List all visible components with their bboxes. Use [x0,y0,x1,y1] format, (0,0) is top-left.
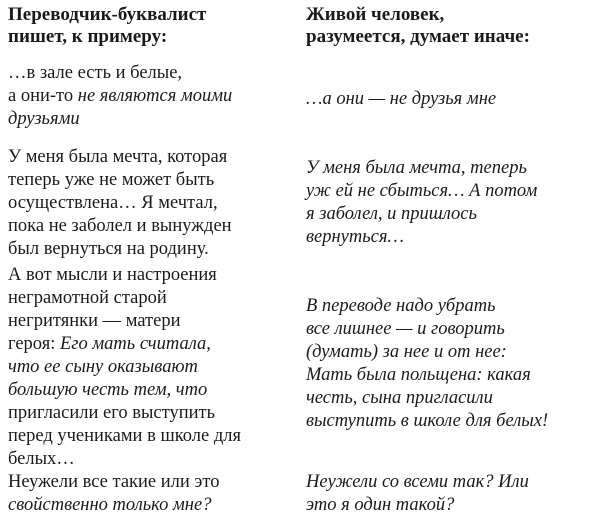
text-line: уж ей не сбыться… А потом [306,181,538,201]
text-line: У меня была мечта, которая [8,147,228,167]
text-line: негритянки — матери [8,311,181,331]
text-line: а они-то [8,86,78,106]
text-line: большую честь тем, что [8,380,208,400]
text-line: пока не заболел и вынужден [8,216,232,236]
text-line: В переводе надо убрать [306,296,496,316]
text-line: осуществлена… Я мечтал, [8,193,218,213]
right-heading-line: Живой человек, [306,4,445,25]
text-line: А вот мысли и настроения [8,265,217,285]
text-line: У меня была мечта, теперь [306,158,527,178]
text-line: перед учениками в школе для [8,426,241,446]
left-heading-line: пишет, к примеру: [8,26,168,47]
text-line: героя: [8,334,60,354]
left-column-heading [8,4,298,48]
right-heading-line: разумеется, думает иначе: [306,26,530,47]
text-line: пригласили его выступить [8,403,216,423]
text-line: вернуться… [306,227,404,247]
text-line: что ее сыну оказывают [8,357,198,377]
text-line: свойственно только мне? [8,495,212,515]
text-line: был вернуться на родину. [8,239,209,259]
text-line: друзьями [8,109,80,129]
text-line: все лишнее — и говорить [306,319,505,339]
text-line: честь, сына пригласили [306,388,493,408]
text-line: Неужели со всеми так? Или [306,472,529,492]
text-line: неграмотной старой [8,288,167,308]
literal-translation-1 [8,62,298,131]
text-line: Мать была польщена: какая [306,365,531,385]
natural-rendering-3 [306,295,596,433]
natural-rendering-1 [306,88,596,111]
text-line: Его мать считала, [59,334,211,354]
natural-rendering-2 [306,157,596,249]
text-line: (думать) за нее и от нее: [306,342,507,362]
text-line: выступить в школе для белых! [306,411,549,431]
text-line: …в зале есть и белые, [8,63,183,83]
text-line: теперь уже не может быть [8,170,215,190]
right-column-heading [306,4,596,48]
text-line: не являются моими [77,86,233,106]
text-line: это я один такой? [306,495,455,515]
literal-translation-2 [8,146,298,261]
text-line: …а они — не друзья мне [306,89,497,109]
literal-translation-3 [8,264,298,471]
left-heading-line: Переводчик-буквалист [8,4,207,25]
natural-rendering-4 [306,471,596,517]
literal-translation-4 [8,471,298,517]
text-line: я заболел, и пришлось [306,204,477,224]
text-line: Неужели все такие или это [8,472,220,492]
text-line: белых… [8,449,75,469]
